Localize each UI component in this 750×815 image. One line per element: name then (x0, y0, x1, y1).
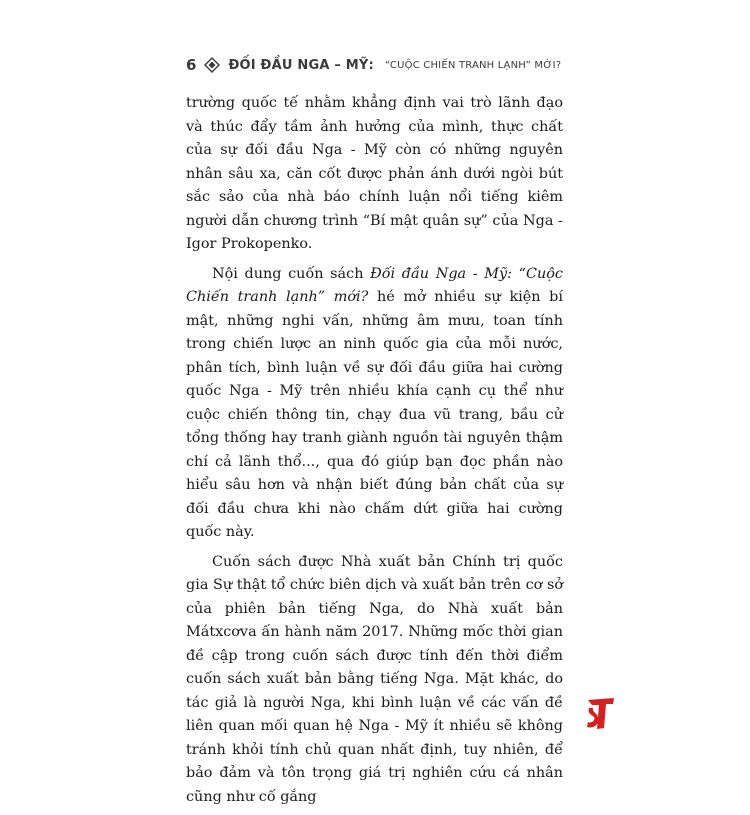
header-title: ĐỐI ĐẦU NGA – MỸ: (228, 57, 374, 73)
text-run: trường quốc tế nhằm khẳng định vai trò lãnh đạo và thúc đẩy tầm ảnh hưởng của mình, thực chất của sự đối đầu Nga - Mỹ còn có những nguyên nhân sâu xa, căn cốt được phản ánh dưới ngòi bút sắc sảo của nhà báo chính luận nổi tiếng kiêm người dẫn chương trình “Bí mật quân sự” của Nga - Igor Prokopenko. (186, 95, 563, 252)
paragraph (186, 551, 563, 810)
paragraph (186, 92, 563, 257)
paragraph (186, 263, 563, 545)
italic-text: Đối đầu Nga - Mỹ: “Cuộc Chiến tranh lạnh” mới? (186, 265, 563, 305)
header-subtitle: “CUỘC CHIẾN TRANH LẠNH” MỚI? (384, 59, 562, 71)
text-run: Nội dung cuốn sách (212, 265, 371, 282)
text-run: hé mở nhiều sự kiện bí mật, những nghi vấn, những âm mưu, toan tính trong chiến lược an ninh quốc gia của mỗi nước, phân tích, bình luận về sự đối đầu giữa hai cường quốc Nga - Mỹ trên nhiều khía cạnh cụ thể như cuộc chiến thông tin, chạy đua vũ trang, bầu cử tổng thống hay tranh giành nguồn tài nguyên thậm chí cả lãnh thổ..., qua đó giúp bạn đọc phần nào hiểu sâu hơn và nhận biết đúng bản chất của sự đối đầu chưa khi nào chấm dứt giữa hai cường quốc này. (186, 289, 563, 540)
running-header (186, 56, 561, 74)
page-number: 6 (186, 56, 197, 74)
diamond-ornament-icon (204, 57, 220, 73)
publisher-logo (586, 696, 616, 730)
text-run: Cuốn sách được Nhà xuất bản Chính trị quốc gia Sự thật tổ chức biên dịch và xuất bản trên cơ sở của phiên bản tiếng Nga, do Nhà xuất bản Mátxcơva ấn hành năm 2017. Những mốc thời gian đề cập trong cuốn sách được tính đến thời điểm cuốn sách xuất bản bằng tiếng Nga. Mặt khác, do tác giả là người Nga, khi bình luận về các vấn đề liên quan mối quan hệ Nga - Mỹ ít nhiều sẽ không tránh khỏi tính chủ quan nhất định, tuy nhiên, để bảo đảm và tôn trọng giá trị nghiên cứu cá nhân cũng như cố gắng (186, 553, 563, 805)
body-text (186, 92, 563, 815)
